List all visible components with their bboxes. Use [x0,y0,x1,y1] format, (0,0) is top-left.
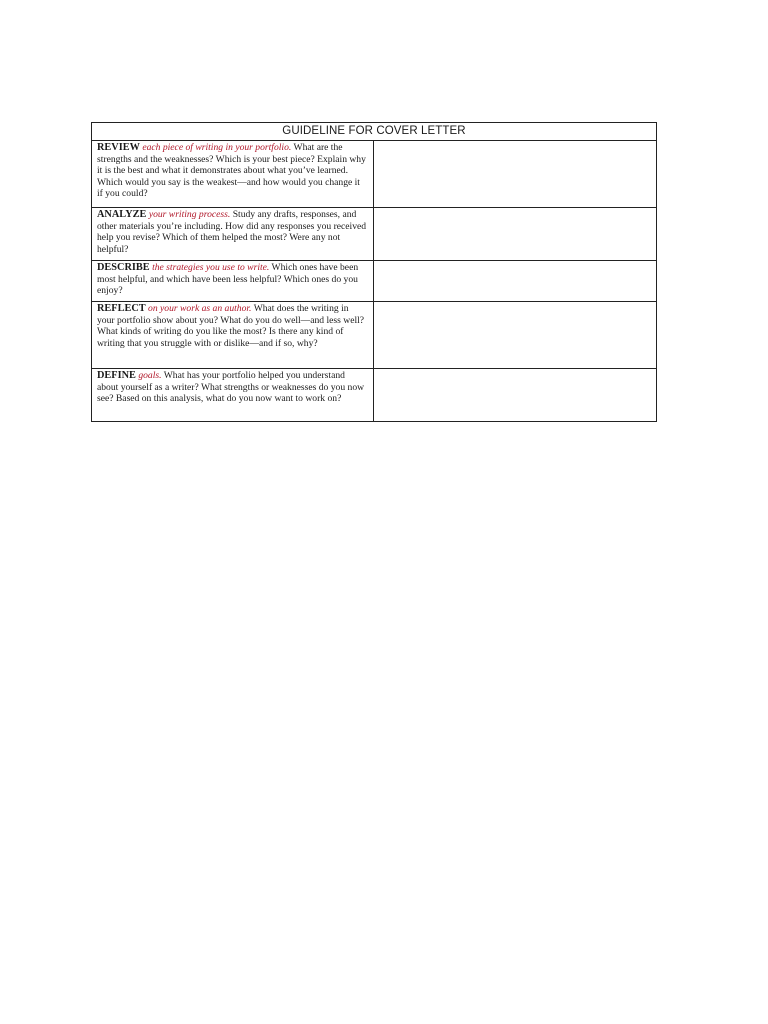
document-title: GUIDELINE FOR COVER LETTER [92,123,657,141]
prompt-cell [92,369,374,422]
prompt-keyword: REVIEW [97,142,140,153]
response-cell [374,208,657,261]
prompt-body: What are the strengths and the weaknesses? Which is your best piece? Explain why it is the best and what it demonstrates about what you’ve learned. Which would you say is the weakest—and how would you change it if you could? [97,142,366,200]
table-row [92,208,657,261]
prompt-body: What has your portfolio helped you understand about yourself as a writer? What strengths or weaknesses do you now see? Based on this analysis, what do you now want to work on? [97,370,365,405]
response-cell [374,302,657,369]
prompt-highlight: your writing process. [148,209,231,220]
prompt-keyword: ANALYZE [97,209,147,220]
prompt-highlight: the strategies you use to write. [152,262,270,273]
prompt-body: What does the writing in your portfolio show about you? What do you do well—and less well? What kinds of writing do you like the most? Is there any kind of writing that you struggle with or dislike—and if so, why? [97,303,365,349]
prompt-keyword: REFLECT [97,303,146,314]
table-row [92,302,657,369]
prompt-keyword: DESCRIBE [97,262,150,273]
response-cell [374,369,657,422]
table-row [92,369,657,422]
prompt-cell [92,208,374,261]
response-cell [374,141,657,208]
prompt-highlight: goals. [138,370,162,381]
table-row [92,141,657,208]
response-cell [374,261,657,302]
prompt-highlight: each piece of writing in your portfolio. [142,142,292,153]
prompt-cell [92,141,374,208]
cover-letter-guideline-table [91,122,657,422]
table-row [92,261,657,302]
prompt-body: Which ones have been most helpful, and which have been less helpful? Which ones do you enjoy? [97,262,359,297]
prompt-highlight: on your work as an author. [148,303,252,314]
prompt-keyword: DEFINE [97,370,136,381]
prompt-cell [92,261,374,302]
prompt-body: Study any drafts, responses, and other materials you’re including. How did any responses you received help you revise? Which of them helped the most? Were any not helpful? [97,209,367,255]
prompt-cell [92,302,374,369]
table-header-row [92,123,657,141]
